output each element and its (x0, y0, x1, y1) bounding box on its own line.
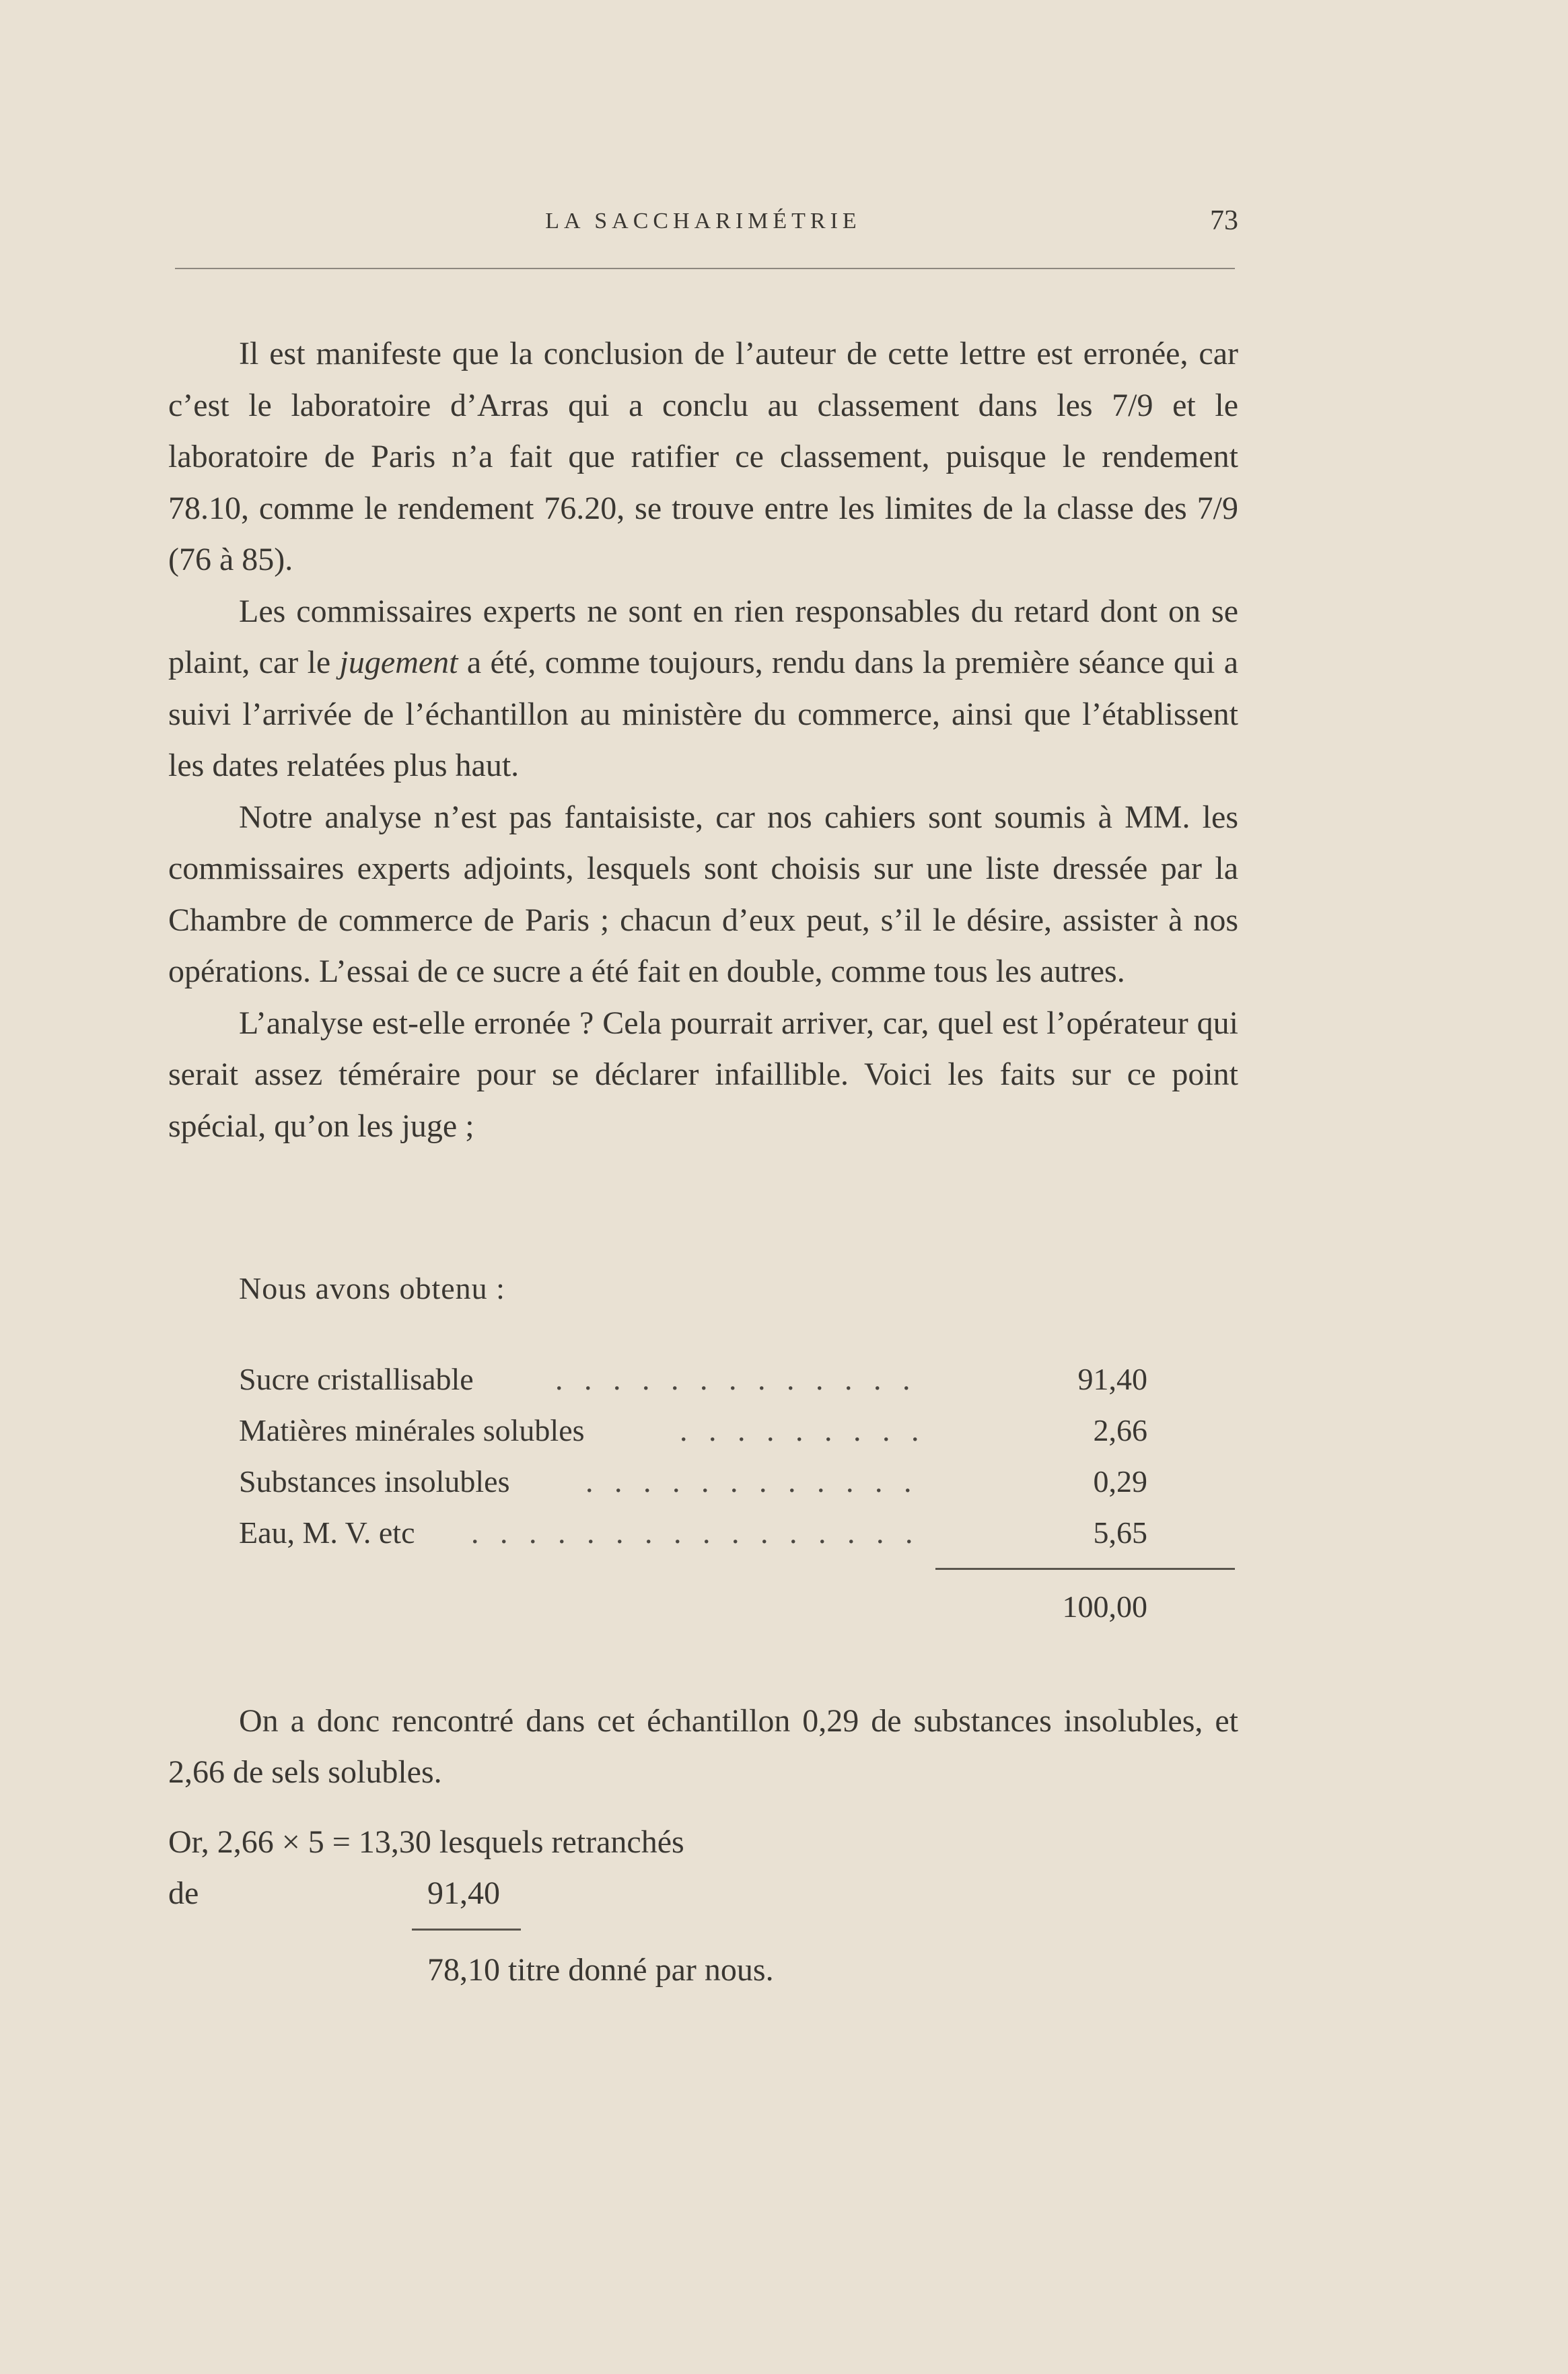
analysis-label: Eau, M. V. etc (239, 1515, 415, 1550)
header-rule (175, 268, 1235, 269)
analysis-label: Matières minérales solubles (239, 1413, 585, 1447)
analysis-value: 2,66 (1093, 1413, 1147, 1447)
running-title: LA SACCHARIMÉTRIE (545, 209, 861, 233)
analysis-intro: Nous avons obtenu : (239, 1271, 505, 1305)
calculation-result: 78,10 titre donné par nous. (427, 1952, 774, 1988)
paragraph-2-before: Les commissaires experts ne sont en rien responsables du retard dont on se plaint, car le (168, 593, 1238, 680)
leader-dots: . . . . . . . . . . . . . (555, 1362, 917, 1396)
analysis-value: 5,65 (1093, 1515, 1147, 1550)
paragraph-2 (168, 586, 1238, 792)
analysis-row (239, 1405, 1147, 1456)
analysis-value: 0,29 (1093, 1464, 1147, 1499)
leader-dots: . . . . . . . . . . . . . . . . (471, 1515, 920, 1550)
paragraph-1: Il est manifeste que la conclusion de l’auteur de cette lettre est erronée, car c’est le laboratoire d’Arras qui a conclu au classement dans les 7/9 et le laboratoire de Paris n’a fait que ratifier ce classement, puisque le rendement 78.10, comme le rendement 76.20, se trouve entre les limites de la classe des 7/9 (76 à 85). (168, 336, 1238, 577)
paragraph-3: Notre analyse n’est pas fantaisiste, car nos cahiers sont soumis à MM. les commissaires experts adjoints, lesquels sont choisis sur une liste dressée par la Chambre de commerce de Paris ; chacun d’eux peut, s’il le désire, assister à nos opérations. L’essai de ce sucre a été fait en double, comme tous les autres. (168, 799, 1238, 989)
running-head (168, 202, 1238, 242)
paragraph-2-after: a été, comme toujours, rendu dans la première séance qui a suivi l’arrivée de l’échantillon au ministère du commerce, ainsi que l’établissent les dates relatées plus haut. (168, 645, 1239, 783)
sum-rule (935, 1568, 1235, 1570)
page-number: 73 (1210, 205, 1238, 236)
leader-dots: . . . . . . . . . (680, 1413, 926, 1447)
analysis-row (239, 1354, 1147, 1405)
calculation-value: 91,40 (427, 1875, 500, 1911)
paragraph-4: L’analyse est-elle erronée ? Cela pourrait arriver, car, quel est l’opérateur qui serait assez téméraire pour se déclarer infaillible. Voici les faits sur ce point spécial, qu’on les juge ; (168, 1005, 1238, 1144)
analysis-total: 100,00 (1062, 1589, 1147, 1624)
analysis-value: 91,40 (1077, 1362, 1147, 1396)
calculation-rule (412, 1929, 521, 1931)
analysis-row (239, 1507, 1147, 1558)
analysis-table (239, 1354, 1147, 1558)
leader-dots: . . . . . . . . . . . . (585, 1464, 919, 1499)
body-text (168, 328, 1238, 1152)
analysis-label: Sucre cristallisable (239, 1362, 474, 1396)
analysis-row (239, 1456, 1147, 1507)
analysis-label: Substances insolubles (239, 1464, 510, 1499)
paragraph-2-italic: jugement (339, 645, 458, 680)
calculation-line-1: Or, 2,66 × 5 = 13,30 lesquels retranchés (168, 1824, 684, 1860)
conclusion-paragraph: On a donc rencontré dans cet échantillon 0,29 de substances insolubles, et 2,66 de sels solubles. (168, 1703, 1238, 1790)
calculation-label: de (168, 1875, 199, 1911)
